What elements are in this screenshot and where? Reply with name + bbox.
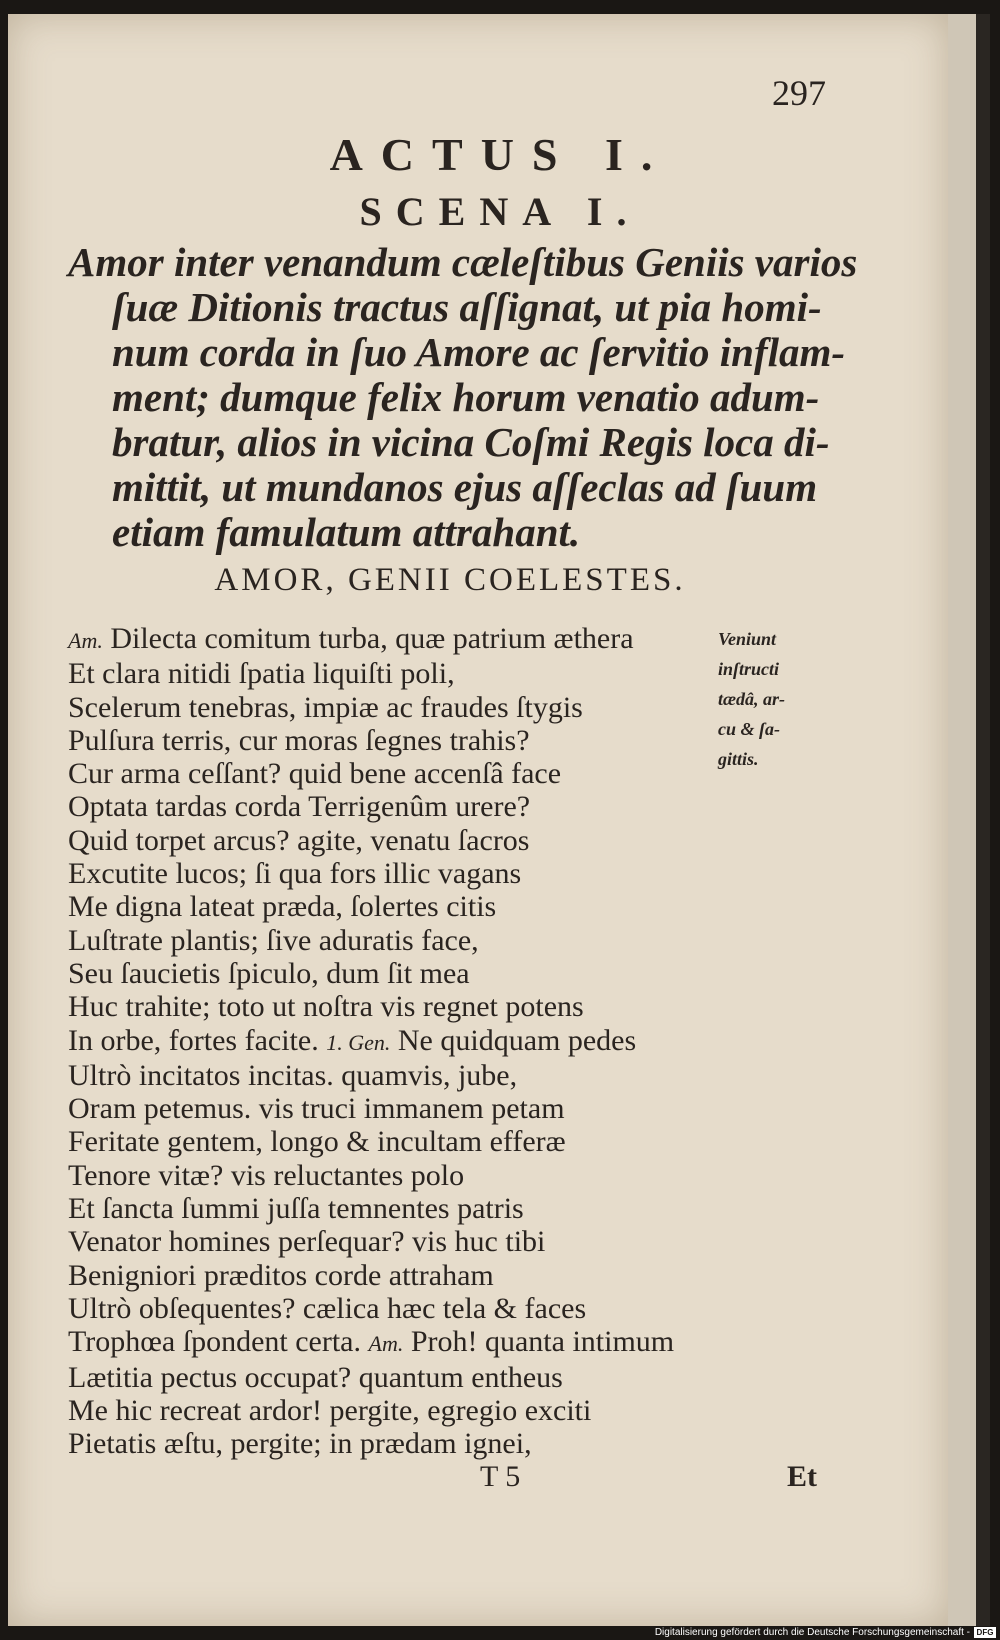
argument-line: bratur, alios in vicina Coſmi Regis loca di- bbox=[112, 419, 830, 465]
verse-line: Et ſancta ſummi juſſa temnentes patris bbox=[68, 1192, 524, 1226]
page-number: 297 bbox=[772, 73, 826, 113]
verse-line: Quid torpet arcus? agite, venatu ſacros bbox=[68, 823, 530, 857]
footer-credit: Digitalisierung gefördert durch die Deutsche Forschungsgemeinschaft - bbox=[654, 1627, 970, 1638]
argument-line: ment; dumque felix horum venatio adum- bbox=[112, 374, 820, 420]
verse-text: Proh! quanta intimum bbox=[410, 1325, 675, 1359]
argument-line: mittit, ut mundanos ejus aſſeclas ad ſuum bbox=[112, 464, 818, 510]
verse-block bbox=[68, 622, 798, 1460]
verse-line: Venator homines perſequar? vis huc tibi bbox=[68, 1225, 546, 1259]
argument-line: etiam famulatum attrahant. bbox=[112, 509, 581, 555]
verse-text: In orbe, fortes facite. bbox=[68, 1023, 319, 1057]
verse-line: Ultrò incitatos incitas. quamvis, jube, bbox=[68, 1058, 518, 1092]
verse-line: Me hic recreat ardor! pergite, egregio exciti bbox=[68, 1393, 592, 1427]
dfg-logo-icon: DFG bbox=[974, 1627, 996, 1638]
verse-line bbox=[68, 1325, 798, 1360]
characters-heading: AMOR, GENII COELESTES. bbox=[214, 562, 686, 598]
verse-line: Lætitia pectus occupat? quantum entheus bbox=[68, 1360, 563, 1394]
verse-text: Ne quidquam pedes bbox=[397, 1023, 637, 1057]
speaker-label: Am. bbox=[368, 1331, 404, 1357]
footer-bar bbox=[605, 1626, 1000, 1640]
stage-direction-line: gittis. bbox=[718, 749, 759, 769]
verse-line: Seu ſaucietis ſpiculo, dum ſit mea bbox=[68, 956, 470, 990]
verse-line: Feritate gentem, longo & incultam efferæ bbox=[68, 1125, 566, 1159]
verse-text: Trophœa ſpondent certa. bbox=[68, 1325, 361, 1359]
speaker-label: Am. bbox=[68, 628, 103, 653]
verse-line: Oram petemus. vis truci immanem petam bbox=[68, 1092, 565, 1126]
stage-direction-line: cu & ſa- bbox=[718, 719, 780, 739]
argument-line: Amor inter venandum cæleſtibus Geniis varios bbox=[68, 239, 858, 285]
argument-line: num corda in ſuo Amore ac ſervitio inflam- bbox=[112, 329, 846, 375]
verse-line: Pietatis æſtu, pergite; in prædam ignei, bbox=[68, 1427, 532, 1461]
stage-direction bbox=[718, 624, 818, 774]
catchword: Et bbox=[787, 1460, 817, 1493]
verse-line: Scelerum tenebras, impiæ ac fraudes ſtygis bbox=[68, 690, 583, 724]
scene-argument bbox=[68, 239, 858, 555]
argument-line: ſuæ Ditionis tractus aſſignat, ut pia homi- bbox=[112, 284, 822, 330]
verse-line: Optata tardas corda Terrigenûm urere? bbox=[68, 790, 531, 824]
act-title: ACTUS I. bbox=[329, 129, 671, 180]
verse-line: Excutite lucos; ſi qua fors illic vagans bbox=[68, 857, 522, 891]
stage-direction-line: tædâ, ar- bbox=[718, 689, 785, 709]
verse-line bbox=[68, 622, 798, 657]
verse-line: Ultrò obſequentes? cælica hæc tela & faces bbox=[68, 1291, 587, 1325]
verse-line: Cur arma ceſſant? quid bene accenſâ face bbox=[68, 757, 562, 791]
page-edge-shadow bbox=[976, 14, 990, 1626]
stage-direction-line: Veniunt bbox=[718, 629, 777, 649]
verse-line: Luſtrate plantis; ſive aduratis face, bbox=[68, 923, 479, 957]
verse-line: Tenore vitæ? vis reluctantes polo bbox=[68, 1158, 465, 1192]
verse-line: Et clara nitidi ſpatia liquiſti poli, bbox=[68, 657, 455, 691]
verse-line: Pulſura terris, cur moras ſegnes trahis? bbox=[68, 723, 530, 757]
page-edge bbox=[948, 14, 976, 1626]
speaker-label: 1. Gen. bbox=[326, 1029, 391, 1055]
verse-line bbox=[68, 1024, 798, 1059]
stage-direction-line: inſtructi bbox=[718, 659, 780, 679]
verse-line: Me digna lateat præda, ſolertes citis bbox=[68, 890, 497, 924]
verse-line: Huc trahite; toto ut noſtra vis regnet potens bbox=[68, 990, 584, 1024]
verse-text: Dilecta comitum turba, quæ patrium æthera bbox=[110, 622, 634, 655]
verse-line: Benigniori præditos corde attraham bbox=[68, 1258, 494, 1292]
signature-mark: T 5 bbox=[480, 1460, 521, 1493]
scene-title: SCENA I. bbox=[359, 189, 641, 234]
